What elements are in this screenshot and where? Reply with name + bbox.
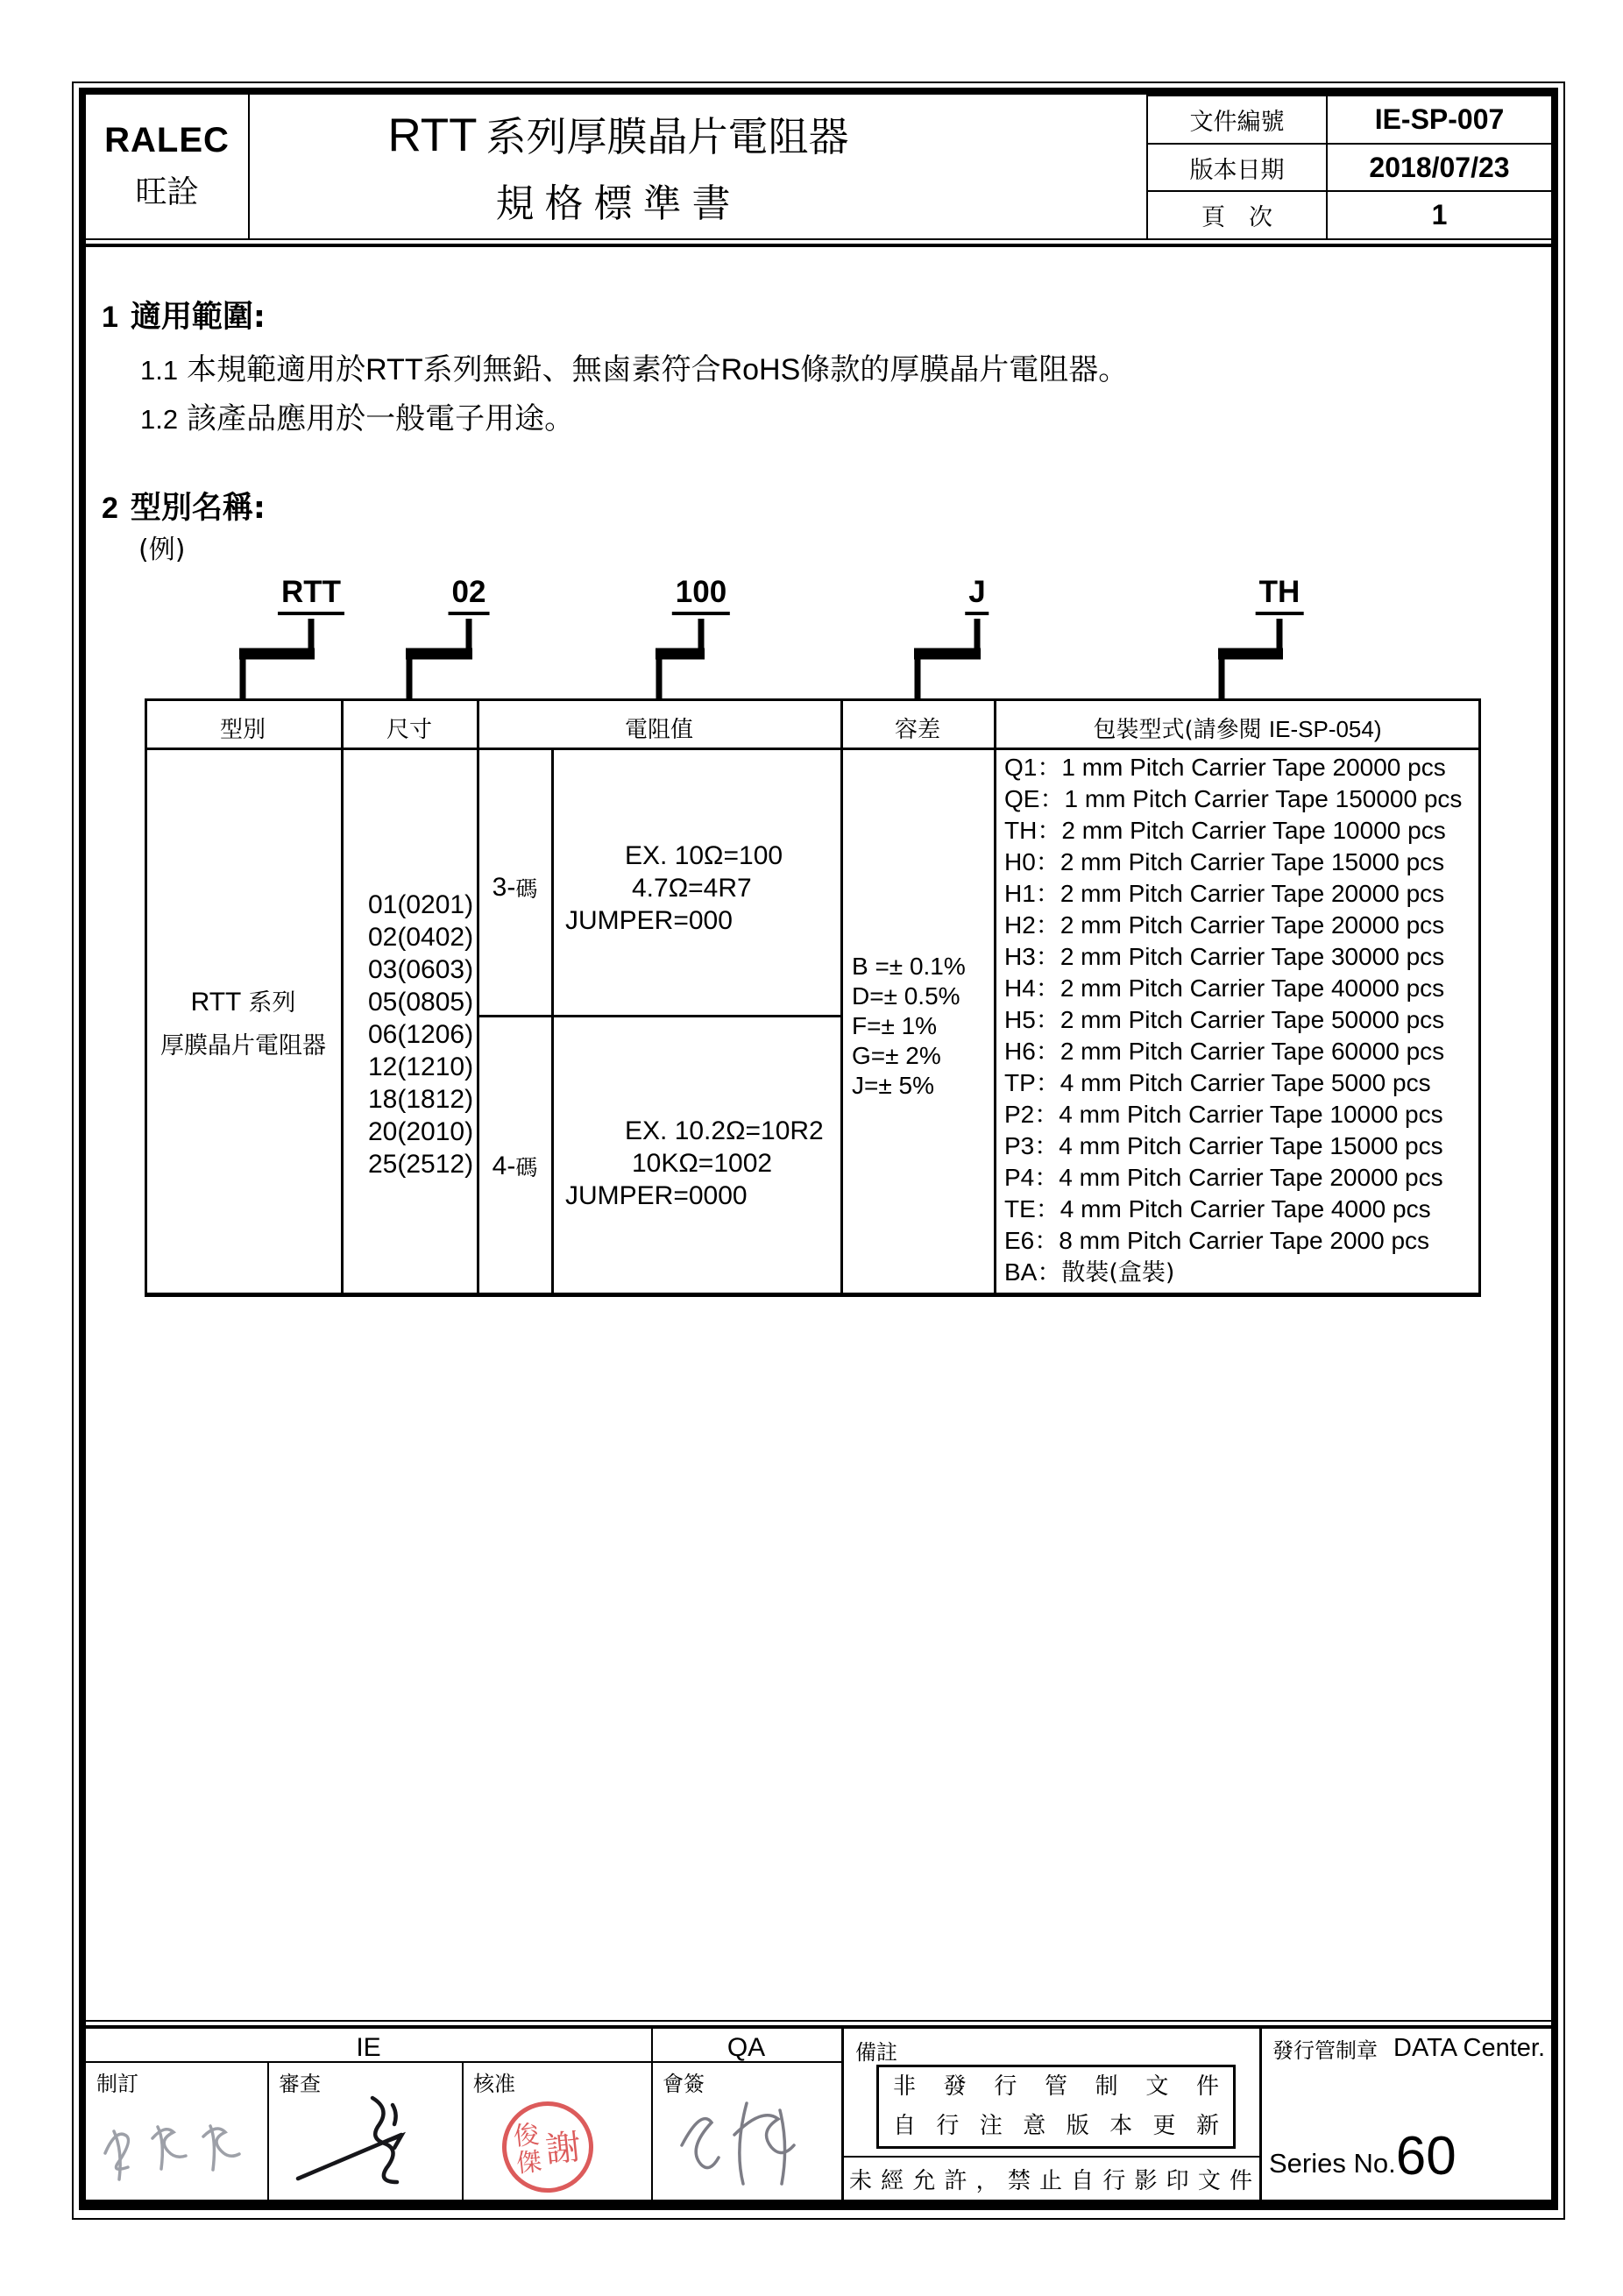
example-line: EX. 10.2Ω=10R2: [625, 1116, 824, 1145]
seal-given-name: 俊 傑: [512, 2119, 543, 2179]
footer-vline-5: [1259, 2029, 1262, 2203]
packaging-item: QE：1 mm Pitch Carrier Tape 150000 pcs: [1004, 784, 1463, 813]
size-item: 25(2512): [368, 1150, 474, 1179]
footer-top-thick: [86, 2025, 1551, 2029]
footer-vline-1: [267, 2061, 269, 2203]
notes-box-line: 自行注意版本更新: [893, 2113, 1219, 2139]
table-vline-digit: [551, 748, 554, 1297]
packaging-item: H6：2 mm Pitch Carrier Tape 60000 pcs: [1004, 1037, 1445, 1066]
packaging-item: H2：2 mm Pitch Carrier Tape 20000 pcs: [1004, 911, 1445, 939]
scope-item-1-number: 1.1: [140, 355, 179, 386]
document-title-line1: [387, 105, 848, 163]
size-item: 01(0201): [368, 890, 474, 919]
table-vline-3: [840, 698, 843, 1297]
doc-info-value: IE-SP-007: [1374, 103, 1505, 135]
notes-box: [876, 2065, 1236, 2149]
digit-code-4: 4- 碼: [492, 1152, 538, 1180]
packaging-item: P4：4 mm Pitch Carrier Tape 20000 pcs: [1004, 1163, 1443, 1192]
packaging-item: Q1：1 mm Pitch Carrier Tape 20000 pcs: [1004, 753, 1446, 782]
section-model-title: 型別名稱:: [130, 491, 266, 526]
signature-drafter-scribble: [98, 2105, 256, 2194]
doc-info-row: [1148, 190, 1551, 238]
part-number-resistance: 100: [672, 575, 730, 615]
table-vline-4: [994, 698, 996, 1297]
size-item: 06(1206): [368, 1020, 474, 1049]
scope-item-2-text: 該產品應用於一般電子用途。: [187, 401, 575, 436]
tolerance-item: G=± 2%: [852, 1042, 941, 1069]
section-model-heading: [102, 484, 266, 528]
issue-stamp-value: DATA Center.: [1393, 2034, 1545, 2062]
table-header-rule: [145, 748, 1481, 750]
sign-label-reviewed: 審查: [279, 2072, 321, 2096]
size-item: 05(0805): [368, 988, 474, 1017]
sign-label-approved: 核准: [473, 2072, 515, 2096]
section-scope-heading: [102, 293, 266, 337]
tolerance-list: [852, 952, 966, 1101]
doc-info-row: [1148, 95, 1551, 143]
doc-info-value: 1: [1431, 199, 1448, 231]
tolerance-item: D=± 0.5%: [852, 982, 960, 1010]
part-number-tolerance: J: [965, 575, 989, 615]
part-number-series: RTT: [278, 575, 344, 615]
sign-label-drafted: 制訂: [96, 2072, 138, 2096]
title-series-code: RTT: [387, 110, 478, 161]
size-item: 12(1210): [368, 1052, 474, 1081]
example-line: 4.7Ω=4R7: [632, 874, 752, 903]
series-number-row: [1269, 2126, 1456, 2186]
signature-countersign-scribble: [666, 2093, 837, 2201]
header-divider-thin: [86, 238, 1551, 240]
packaging-item: H1：2 mm Pitch Carrier Tape 20000 pcs: [1004, 879, 1445, 908]
document-title-line2: 規格標準書: [495, 181, 741, 226]
footer-qa-header: QA: [726, 2033, 766, 2062]
scope-item-1: [140, 345, 1128, 388]
type-cell-line1: RTT 系列: [190, 988, 296, 1017]
tolerance-item: F=± 1%: [852, 1012, 938, 1039]
tolerance-item: B =± 0.1%: [852, 953, 966, 980]
doc-info-label: 頁 次: [1148, 192, 1328, 238]
digit-code-3: 3- 碼: [492, 873, 538, 902]
title-series-chinese: 系列厚膜晶片電阻器: [485, 113, 849, 160]
scope-item-1-text: 本規範適用於RTT系列無鉛、無鹵素符合RoHS條款的厚膜晶片電阻器。: [187, 352, 1129, 387]
notes-box-line: 非發行管制文件: [893, 2073, 1219, 2100]
scope-item-2: [140, 394, 574, 437]
footer-vline-2: [462, 2061, 464, 2203]
logo-block: [86, 95, 250, 238]
doc-info-row: [1148, 143, 1551, 191]
size-item: 02(0402): [368, 923, 474, 952]
document-title-block: [248, 95, 1148, 238]
issue-stamp-label: 發行管制章: [1272, 2038, 1378, 2063]
size-list: [368, 889, 473, 1180]
col-header-resistance: 電阻值: [624, 717, 694, 743]
packaging-item: P3：4 mm Pitch Carrier Tape 15000 pcs: [1004, 1131, 1443, 1160]
issue-stamp-row: [1272, 2033, 1545, 2064]
type-cell-line2: 厚膜晶片電阻器: [160, 1032, 326, 1059]
part-number-packing: TH: [1256, 575, 1304, 615]
tolerance-item: J=± 5%: [852, 1072, 934, 1099]
packaging-item: TE：4 mm Pitch Carrier Tape 4000 pcs: [1004, 1194, 1431, 1223]
sign-label-countersign: 會簽: [663, 2072, 705, 2096]
packaging-list: [1004, 752, 1462, 1289]
copy-warning-text: 未經允許，禁止自行影印文件: [849, 2168, 1252, 2194]
doc-info-value: 2018/07/23: [1369, 151, 1510, 183]
logo-chinese: 旺詮: [135, 174, 199, 210]
example-line: JUMPER=0000: [565, 1181, 748, 1210]
section-model-number: 2: [102, 492, 118, 525]
series-number-value: 60: [1395, 2126, 1456, 2186]
example-line: JUMPER=000: [565, 906, 733, 935]
table-vline-2: [477, 698, 479, 1297]
doc-info-table: [1148, 95, 1551, 238]
doc-info-label: 文件編號: [1148, 96, 1328, 143]
packaging-item: E6：8 mm Pitch Carrier Tape 2000 pcs: [1004, 1226, 1430, 1255]
header-divider-thick: [86, 244, 1551, 247]
example-line: EX. 10Ω=100: [625, 841, 783, 870]
packaging-item: H0：2 mm Pitch Carrier Tape 15000 pcs: [1004, 847, 1445, 876]
packaging-item: TP：4 mm Pitch Carrier Tape 5000 pcs: [1004, 1068, 1431, 1097]
packaging-item: P2：4 mm Pitch Carrier Tape 10000 pcs: [1004, 1100, 1443, 1129]
col-header-size: 尺寸: [386, 717, 433, 743]
section-scope-number: 1: [102, 301, 118, 334]
notes-label: 備註: [855, 2040, 897, 2065]
type-cell: [145, 983, 342, 1060]
seal-surname: 謝: [543, 2126, 584, 2171]
logo-text: RALEC: [104, 121, 230, 159]
size-item: 20(2010): [368, 1117, 474, 1146]
doc-info-label: 版本日期: [1148, 145, 1328, 191]
size-item: 03(0603): [368, 955, 474, 984]
footer-top-thin: [86, 2020, 1551, 2022]
packaging-item: H5：2 mm Pitch Carrier Tape 50000 pcs: [1004, 1005, 1445, 1034]
footer-ie-header: IE: [356, 2033, 381, 2062]
packaging-item: TH：2 mm Pitch Carrier Tape 10000 pcs: [1004, 816, 1446, 845]
packaging-item: H3：2 mm Pitch Carrier Tape 30000 pcs: [1004, 942, 1445, 971]
example-list-3digit: [565, 840, 783, 937]
col-header-tolerance: 容差: [894, 717, 941, 743]
col-header-packing: 包裝型式(請參閱 IE-SP-054): [1093, 716, 1382, 743]
example-label: (例): [138, 535, 186, 565]
col-header-type: 型別: [219, 717, 266, 743]
section-scope-title: 適用範圍:: [130, 300, 266, 335]
example-line: 10KΩ=1002: [632, 1149, 773, 1178]
notes-divider: [841, 2156, 1259, 2158]
scope-item-2-number: 1.2: [140, 404, 179, 435]
series-number-label: Series No.: [1269, 2148, 1396, 2179]
packaging-item: BA：散裝(盒裝): [1004, 1258, 1175, 1286]
part-number-size: 02: [449, 575, 490, 615]
packaging-item: H4：2 mm Pitch Carrier Tape 40000 pcs: [1004, 974, 1445, 1003]
signature-reviewer-scribble: [289, 2093, 447, 2200]
example-list-4digit: [565, 1115, 824, 1212]
size-item: 18(1812): [368, 1085, 474, 1114]
table-digit-row-divider: [477, 1015, 843, 1017]
